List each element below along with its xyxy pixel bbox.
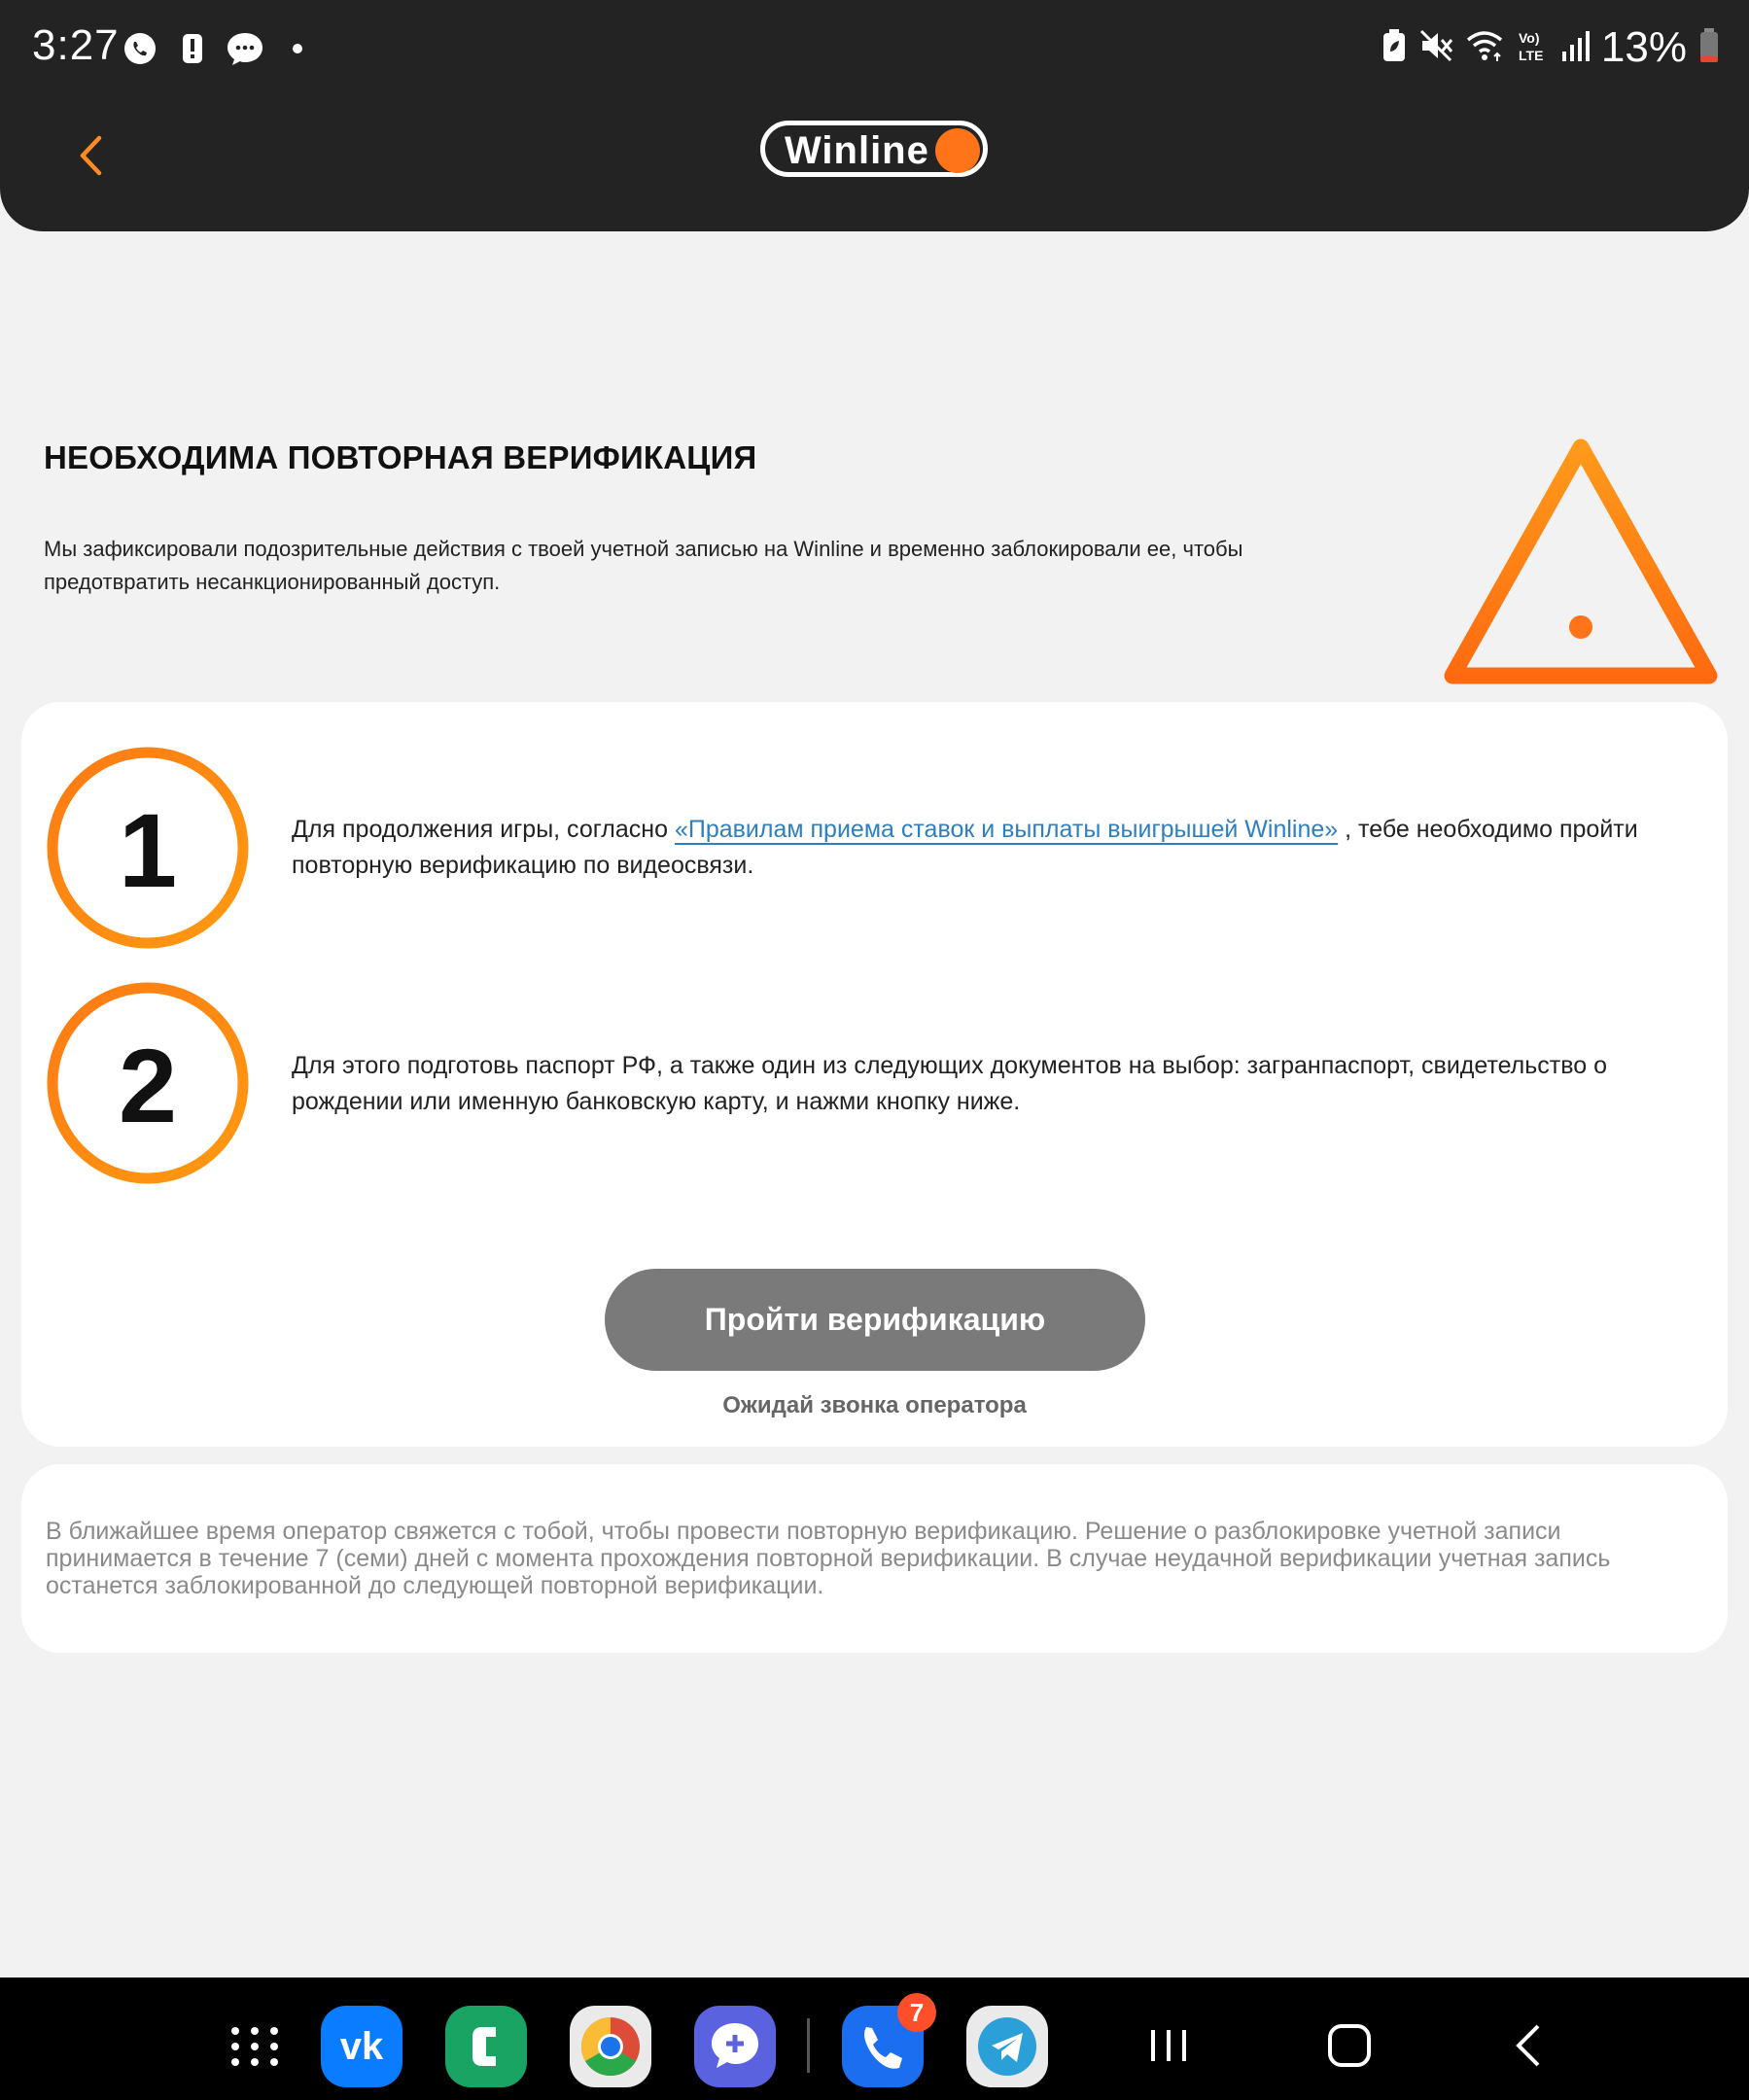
wifi-icon [1465,28,1504,68]
back-icon[interactable] [1501,2016,1559,2075]
home-icon[interactable] [1320,2016,1379,2075]
battery-saver-icon [1382,28,1407,68]
volte-icon [1516,28,1549,68]
svg-text:LTE: LTE [1518,47,1544,63]
status-time: 3:27 [32,21,120,69]
back-button[interactable] [68,126,117,185]
verify-button[interactable]: Пройти верификацию [605,1269,1145,1371]
steps-card [21,702,1728,1447]
logo-dot [935,128,980,173]
dock-separator [807,2018,810,2073]
chrome-icon[interactable] [570,2006,651,2087]
navigation-bar [0,1978,1749,2100]
dot-icon [278,29,317,68]
logo-text: Winline [785,129,929,172]
warning-triangle-icon [1435,428,1727,700]
winline-logo [760,121,988,177]
recents-icon[interactable] [1139,2016,1198,2075]
messages-plus-icon[interactable] [694,2006,776,2087]
messages-icon [226,29,264,68]
mute-icon [1418,28,1453,68]
step-1-text [292,812,1701,884]
alert-icon [173,29,212,68]
telegram-icon[interactable] [966,2006,1048,2087]
chevron-left-icon [68,126,117,185]
wait-call-text: Ожидай звонка оператора [722,1392,1027,1418]
battery-percent: 13% [1600,23,1687,71]
status-bar [0,0,1749,97]
phone-badge: 7 [897,1993,936,2032]
page-title: НЕОБХОДИМА ПОВТОРНАЯ ВЕРИФИКАЦИЯ [44,439,757,475]
step-1-number: 1 [118,791,178,909]
step-1-text-before: Для продолжения игры, согласно [292,816,675,843]
svg-text:vk: vk [339,2025,384,2068]
step-2-number: 2 [118,1027,178,1144]
step-2-badge [45,980,251,1186]
info-card [21,1464,1728,1653]
notification-icons [121,29,317,68]
intro-text: Мы зафиксировали подозрительные действия с твоей учетной записью на Winline и временно заблокировали ее, чтобы предотвратить несанкционированный доступ. [44,537,1243,594]
info-text: В ближайшее время оператор свяжется с тобой, чтобы провести повторную верификацию. Решение о разблокировке учетной записи принимается в течение 7 (семи) дней с момента прохождения повторной верификации. В случае неудачной верификации учетная запись останется заблокированной до следующей повторной верификации. [46,1518,1611,1599]
app-header [0,0,1749,231]
svg-text:Vo): Vo) [1518,29,1540,46]
signal-icon [1560,28,1590,68]
step-2-text: Для этого подготовь паспорт РФ, а также один из следующих документов на выбор: загранпаспорт, свидетельство о рождении или именную банковскую карту, и нажми кнопку ниже. [292,1052,1608,1115]
system-status-icons [1382,23,1720,72]
step-1-text-after: , тебе необходимо пройти повторную верификацию по видеосвязи. [292,816,1638,879]
vk-icon[interactable] [321,2006,402,2087]
phone-green-icon[interactable] [445,2006,527,2087]
rules-link[interactable]: «Правилам приема ставок и выплаты выигрышей Winline» [674,816,1339,843]
viber-icon [121,29,159,68]
step-1-badge [45,745,251,951]
app-drawer-icon[interactable] [214,2006,296,2087]
battery-icon [1698,27,1720,69]
